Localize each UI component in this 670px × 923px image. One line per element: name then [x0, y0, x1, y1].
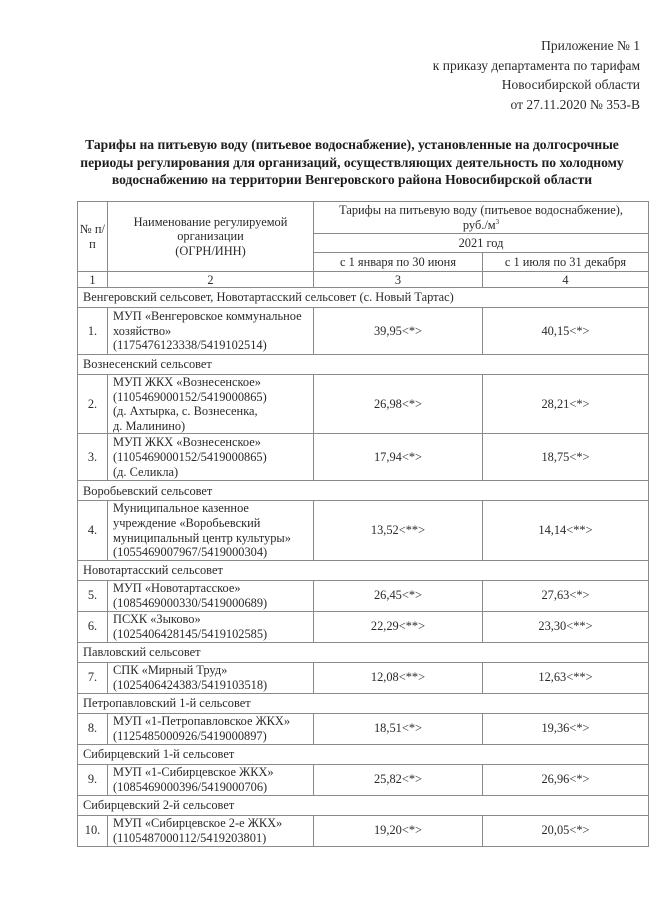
tariff-h2: 14,14<**> — [483, 501, 649, 560]
organization-line: учреждение «Воробьевский — [113, 515, 261, 530]
table-row — [78, 662, 649, 693]
header-org-line: организации — [177, 229, 244, 244]
organization-line: МУП «Новотартасское» — [113, 581, 241, 596]
table-row — [78, 815, 649, 846]
group-name: Новотартасский сельсовет — [78, 560, 649, 580]
organization-name — [108, 764, 314, 795]
header-row — [78, 202, 649, 234]
group-row — [78, 642, 649, 662]
header-tariff-unit-sup: 3 — [495, 217, 500, 226]
organization-name — [108, 662, 314, 693]
table-row — [78, 713, 649, 744]
organization-name — [108, 308, 314, 355]
tariff-h2: 12,63<**> — [483, 662, 649, 693]
group-row — [78, 288, 649, 308]
organization-line: Муниципальное казенное — [113, 501, 249, 516]
group-name: Петропавловский 1-й сельсовет — [78, 693, 649, 713]
title-line: периоды регулирования для организаций, осуществляющих деятельность по холодному — [80, 154, 624, 170]
group-row — [78, 355, 649, 375]
appendix-block — [433, 36, 640, 114]
organization-line: (1125485000926/5419000897) — [113, 728, 267, 743]
row-number: 10. — [78, 815, 108, 846]
organization-line: ПСХК «Зыково» — [113, 612, 201, 627]
column-number: 3 — [314, 272, 483, 288]
header-num — [78, 202, 108, 272]
tariff-h2: 18,75<*> — [483, 434, 649, 481]
tariff-h1: 39,95<*> — [314, 308, 483, 355]
row-number: 5. — [78, 580, 108, 611]
group-row — [78, 744, 649, 764]
tariff-h2: 26,96<*> — [483, 764, 649, 795]
header-tariff — [314, 202, 649, 234]
table-row — [78, 501, 649, 560]
header-period-1: с 1 января по 30 июня — [314, 253, 483, 272]
organization-line: д. Малинино) — [113, 418, 186, 433]
row-number: 1. — [78, 308, 108, 355]
header-period-2: с 1 июля по 31 декабря — [483, 253, 649, 272]
organization-line: МУП «Сибирцевское 2-е ЖКХ» — [113, 816, 283, 831]
group-name: Воробьевский сельсовет — [78, 481, 649, 501]
appendix-line: к приказу департамента по тарифам — [432, 57, 640, 73]
tariff-h2: 40,15<*> — [483, 308, 649, 355]
tariffs-table — [77, 201, 649, 847]
tariff-h2: 20,05<*> — [483, 815, 649, 846]
group-row — [78, 481, 649, 501]
organization-line: МУП «1-Сибирцевское ЖКХ» — [113, 765, 274, 780]
organization-line: (д. Селикла) — [113, 464, 179, 479]
group-name: Сибирцевский 2-й сельсовет — [78, 795, 649, 815]
tariff-h2: 28,21<*> — [483, 375, 649, 434]
organization-line: (1055469007967/5419000304) — [113, 545, 268, 560]
row-number: 3. — [78, 434, 108, 481]
tariff-h1: 22,29<**> — [314, 611, 483, 642]
appendix-line: от 27.11.2020 № 353-В — [510, 96, 640, 112]
group-row — [78, 795, 649, 815]
organization-name — [108, 815, 314, 846]
organization-line: (1085469000396/5419000706) — [113, 779, 268, 794]
row-number: 6. — [78, 611, 108, 642]
row-number: 4. — [78, 501, 108, 560]
organization-line: (1085469000330/5419000689) — [113, 595, 268, 610]
organization-line: (д. Ахтырка, с. Вознесенка, — [113, 404, 258, 419]
organization-line: (1025406428145/5419102585) — [113, 626, 268, 641]
appendix-line: Новосибирской области — [501, 77, 640, 92]
header-tariff-title: Тарифы на питьевую воду (питьевое водоснабжение), — [339, 202, 623, 217]
organization-line: МУП ЖКХ «Вознесенское» — [113, 435, 261, 450]
table-row — [78, 611, 649, 642]
column-numbers-row — [78, 272, 649, 288]
group-row — [78, 693, 649, 713]
appendix-line: Приложение № 1 — [541, 38, 640, 53]
organization-line: МУП ЖКХ «Вознесенское» — [113, 375, 261, 389]
group-name: Вознесенский сельсовет — [78, 355, 649, 375]
tariff-h1: 13,52<**> — [314, 501, 483, 560]
organization-line: МУП «1-Петропавловское ЖКХ» — [113, 714, 291, 729]
organization-line: (1105487000112/5419203801) — [113, 830, 267, 845]
group-name: Павловский сельсовет — [78, 642, 649, 662]
column-number: 4 — [483, 272, 649, 288]
organization-line: (1025406424383/5419103518) — [113, 677, 268, 692]
tariff-h1: 12,08<**> — [314, 662, 483, 693]
organization-name — [108, 580, 314, 611]
tariff-h1: 18,51<*> — [314, 713, 483, 744]
title-line: Тарифы на питьевую воду (питьевое водоснабжение), установленные на долгосрочные — [85, 137, 619, 152]
row-number: 9. — [78, 764, 108, 795]
table-row — [78, 764, 649, 795]
row-number: 7. — [78, 662, 108, 693]
table-row — [78, 308, 649, 355]
title-line: водоснабжению на территории Венгеровского района Новосибирской области — [111, 172, 593, 187]
header-tariff-unit: руб./м — [462, 217, 496, 232]
tariff-h2: 23,30<**> — [483, 611, 649, 642]
tariff-h1: 26,98<*> — [314, 375, 483, 434]
column-number: 2 — [108, 272, 314, 288]
table-row — [78, 580, 649, 611]
tariff-h1: 19,20<*> — [314, 815, 483, 846]
organization-line: СПК «Мирный Труд» — [113, 663, 228, 678]
organization-line: (1175476123338/5419102514) — [113, 338, 267, 353]
organization-name — [108, 434, 314, 481]
header-org-line: Наименование регулируемой — [133, 214, 288, 229]
organization-line: (1105469000152/5419000865) — [113, 450, 267, 465]
tariff-h1: 26,45<*> — [314, 580, 483, 611]
row-number: 2. — [78, 375, 108, 434]
organization-line: хозяйство» — [113, 323, 172, 338]
header-org-line: (ОГРН/ИНН) — [175, 243, 246, 258]
organization-name — [108, 611, 314, 642]
organization-name — [108, 713, 314, 744]
header-year: 2021 год — [314, 234, 649, 253]
tariff-h1: 25,82<*> — [314, 764, 483, 795]
tariff-h2: 27,63<*> — [483, 580, 649, 611]
tariff-h2: 19,36<*> — [483, 713, 649, 744]
organization-name — [108, 375, 314, 434]
organization-name — [108, 501, 314, 560]
table-row — [78, 375, 649, 434]
document-title — [40, 136, 664, 189]
row-number: 8. — [78, 713, 108, 744]
column-number: 1 — [78, 272, 108, 288]
table-row — [78, 434, 649, 481]
header-org — [108, 202, 314, 272]
header-num-text: № п/п — [80, 221, 105, 251]
group-name: Венгеровский сельсовет, Новотартасский сельсовет (с. Новый Тартас) — [78, 288, 649, 308]
organization-line: (1105469000152/5419000865) — [113, 389, 267, 404]
group-name: Сибирцевский 1-й сельсовет — [78, 744, 649, 764]
header-tariff-unit-wrap — [319, 218, 643, 233]
group-row — [78, 560, 649, 580]
organization-line: МУП «Венгеровское коммунальное — [113, 309, 302, 324]
tariff-h1: 17,94<*> — [314, 434, 483, 481]
organization-line: муниципальный центр культуры» — [113, 530, 291, 545]
